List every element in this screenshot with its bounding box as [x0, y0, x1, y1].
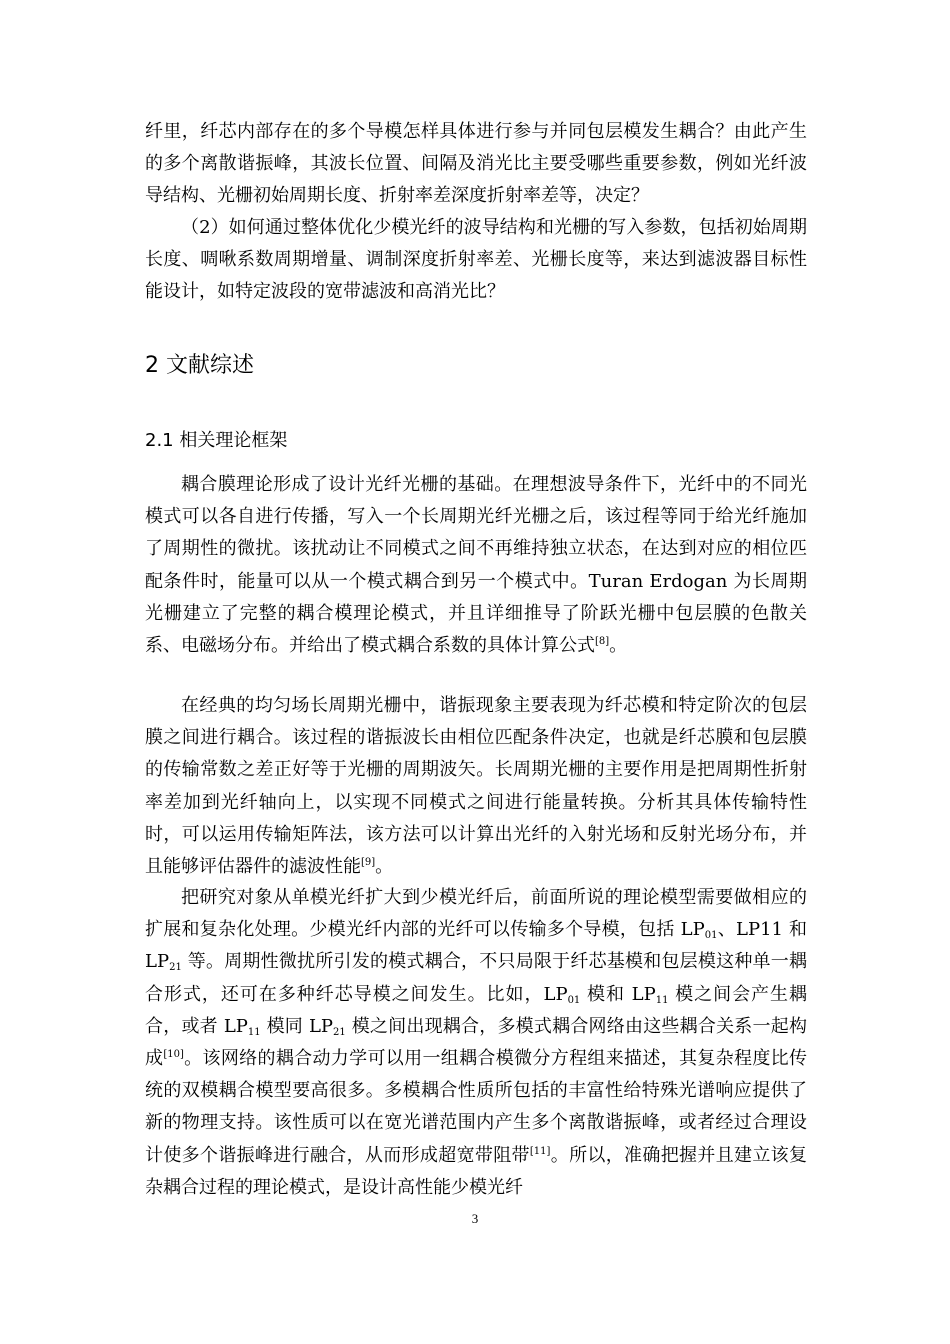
citation-8: [8]	[595, 636, 610, 648]
citation-9: [9]	[361, 857, 376, 869]
citation-10: [10]	[163, 1049, 184, 1061]
paragraph-continued: 纤里，纤芯内部存在的多个导模怎样具体进行参与并同包层模发生耦合？由此产生的多个离散谐振峰，其波长位置、间隔及消光比主要受哪些重要参数，例如光纤波导结构、光栅初始周期长度、折射率差深度折射率差等，决定？	[145, 121, 807, 207]
paragraph-few-mode-fiber: 把研究对象从单模光纤扩大到少模光纤后，前面所说的理论模型需要做相应的扩展和复杂化处理。少模光纤内部的光纤可以传输多个导模，包括 $LP_{01}$、LP11 和 $LP_{21}$ 等。周期性微扰所引发的模式耦合，不只局限于纤芯基模和包层模这种单一耦合形式，还可在多种纤芯导模之间发生。比如，$LP_{01}$ 模和 $LP_{11}$ 模之间会产生耦合，或者 $LP_{11}$ 模同 $LP_{21}$ 模之间出现耦合，多模式耦合网络由这些耦合关系一起构成[10]。该网络的耦合动力学可以用一组耦合模微分方程组来描述，其复杂程度比传统的双模耦合模型要高很多。多模耦合性质所包括的丰富性给特殊光谱响应提供了新的物理支持。该性质可以在宽光谱范围内产生多个离散谐振峰，或者经过合理设计使多个谐振峰进行融合，从而形成超宽带阻带[11]。所以，准确把握并且建立该复杂耦合过程的理论模式，是设计高性能少模光纤	[145, 887, 808, 1198]
section-title: 2 文献综述	[145, 353, 254, 378]
paragraph-question-2: （2）如何通过整体优化少模光纤的波导结构和光栅的写入参数，包括初始周期长度、啁啾系数周期增量、调制深度折射率差、光栅长度等，来达到滤波器目标性能设计，如特定波段的宽带滤波和高消光比？	[145, 217, 807, 303]
subsection-title: 2.1 相关理论框架	[145, 430, 288, 451]
citation-11: [11]	[529, 1145, 551, 1157]
paragraph-long-period-grating: 在经典的均匀场长周期光栅中，谐振现象主要表现为纤芯模和特定阶次的包层膜之间进行耦合。该过程的谐振波长由相位匹配条件决定，也就是纤芯膜和包层膜的传输常数之差正好等于光栅的周期波矢。长周期光栅的主要作用是把周期性折射率差加到光纤轴向上，以实现不同模式之间进行能量转换。分析其具体传输特性时，可以运用传输矩阵法，该方法可以计算出光纤的入射光场和反射光场分布，并且能够评估器件的滤波性能[9]。	[145, 695, 807, 878]
page-number: 3	[471, 1211, 479, 1226]
paragraph-coupled-mode-theory: 耦合膜理论形成了设计光纤光栅的基础。在理想波导条件下，光纤中的不同光模式可以各自进行传播，写入一个长周期光纤光栅之后，该过程等同于给光纤施加了周期性的微扰。该扰动让不同模式之间不再维持独立状态，在达到对应的相位匹配条件时，能量可以从一个模式耦合到另一个模式中。Turan Erdogan 为长周期光栅建立了完整的耦合模理论模式，并且详细推导了阶跃光栅中包层膜的色散关系、电磁场分布。并给出了模式耦合系数的具体计算公式[8]。	[145, 474, 807, 657]
